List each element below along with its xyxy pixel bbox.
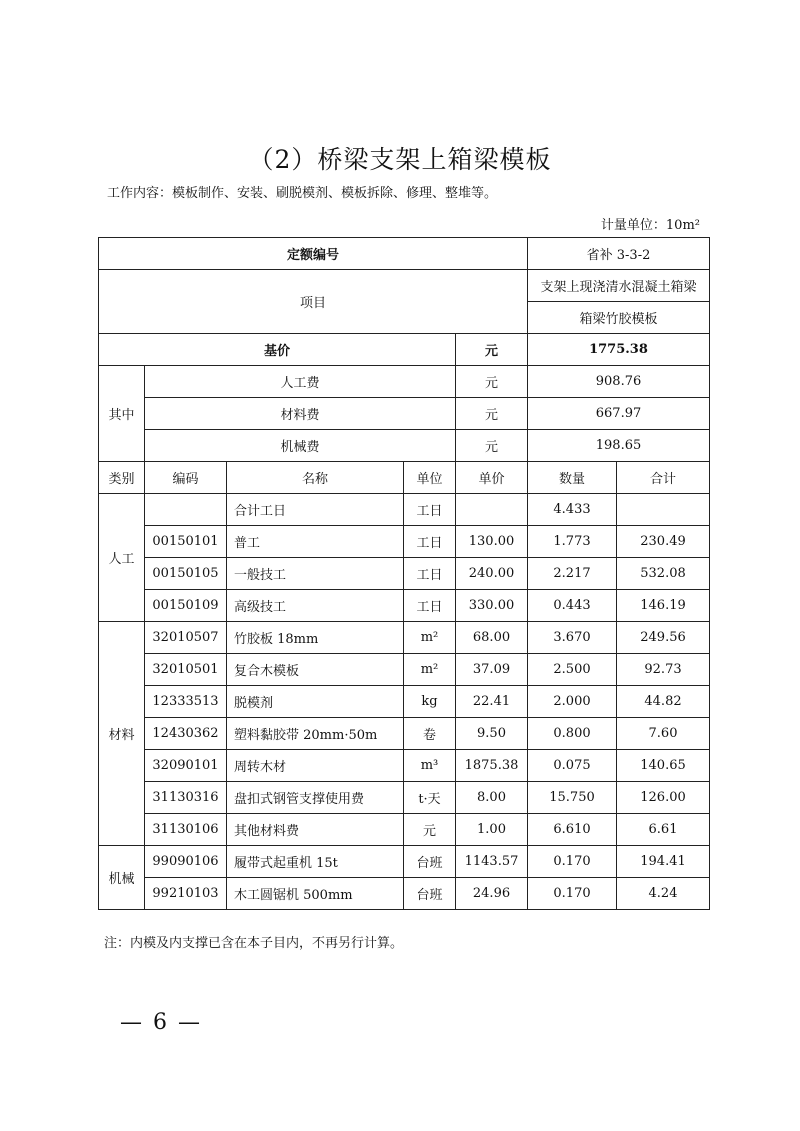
resource-unit-price: 130.00 bbox=[456, 526, 528, 558]
resource-unit-price: 24.96 bbox=[456, 878, 528, 910]
page-number: — 6 — bbox=[120, 1010, 202, 1035]
measurement-unit: 计量单位：10m² bbox=[600, 218, 700, 233]
column-header: 类别 bbox=[99, 462, 145, 494]
resource-code: 99210103 bbox=[145, 878, 227, 910]
resource-unit-price: 37.09 bbox=[456, 654, 528, 686]
resource-code: 00150101 bbox=[145, 526, 227, 558]
resource-name: 高级技工 bbox=[227, 590, 404, 622]
resource-total: 532.08 bbox=[617, 558, 710, 590]
resource-name: 其他材料费 bbox=[227, 814, 404, 846]
column-header: 合计 bbox=[617, 462, 710, 494]
column-header: 单位 bbox=[404, 462, 456, 494]
resource-unit: 工日 bbox=[404, 590, 456, 622]
resource-quantity: 2.000 bbox=[528, 686, 617, 718]
resource-unit-price bbox=[456, 494, 528, 526]
quota-code-label: 定额编号 bbox=[99, 238, 528, 270]
resource-row bbox=[99, 590, 710, 622]
resource-quantity: 0.170 bbox=[528, 878, 617, 910]
resource-unit-price: 240.00 bbox=[456, 558, 528, 590]
resource-total: 6.61 bbox=[617, 814, 710, 846]
resource-unit: 台班 bbox=[404, 878, 456, 910]
resource-unit: 工日 bbox=[404, 526, 456, 558]
category-label: 人工 bbox=[99, 494, 145, 622]
column-header-row bbox=[99, 462, 710, 494]
resource-code: 99090106 bbox=[145, 846, 227, 878]
resource-quantity: 6.610 bbox=[528, 814, 617, 846]
base-price-label: 基价 bbox=[99, 334, 456, 366]
resource-total: 140.65 bbox=[617, 750, 710, 782]
resource-code: 32090101 bbox=[145, 750, 227, 782]
resource-quantity: 15.750 bbox=[528, 782, 617, 814]
resource-code bbox=[145, 494, 227, 526]
quota-code-value: 省补 3-3-2 bbox=[528, 238, 710, 270]
resource-total: 230.49 bbox=[617, 526, 710, 558]
resource-row bbox=[99, 558, 710, 590]
resource-name: 履带式起重机 15t bbox=[227, 846, 404, 878]
resource-quantity: 4.433 bbox=[528, 494, 617, 526]
resource-total: 194.41 bbox=[617, 846, 710, 878]
resource-name: 周转木材 bbox=[227, 750, 404, 782]
resource-row bbox=[99, 654, 710, 686]
resource-unit-price: 68.00 bbox=[456, 622, 528, 654]
resource-total: 44.82 bbox=[617, 686, 710, 718]
cost-name: 机械费 bbox=[145, 430, 456, 462]
resource-quantity: 0.443 bbox=[528, 590, 617, 622]
resource-name: 一般技工 bbox=[227, 558, 404, 590]
cost-value: 908.76 bbox=[528, 366, 710, 398]
column-header: 单价 bbox=[456, 462, 528, 494]
resource-total: 249.56 bbox=[617, 622, 710, 654]
cost-unit: 元 bbox=[456, 366, 528, 398]
item-name-line1: 支架上现浇清水混凝土箱梁 bbox=[528, 270, 710, 302]
resource-row bbox=[99, 494, 710, 526]
item-label: 项目 bbox=[99, 270, 528, 334]
resource-row bbox=[99, 846, 710, 878]
resource-name: 竹胶板 18mm bbox=[227, 622, 404, 654]
resource-name: 脱模剂 bbox=[227, 686, 404, 718]
resource-unit: t·天 bbox=[404, 782, 456, 814]
resource-row bbox=[99, 718, 710, 750]
category-label: 机械 bbox=[99, 846, 145, 910]
resource-total bbox=[617, 494, 710, 526]
item-name-line2: 箱梁竹胶模板 bbox=[528, 302, 710, 334]
resource-unit: kg bbox=[404, 686, 456, 718]
resource-total: 92.73 bbox=[617, 654, 710, 686]
resource-row bbox=[99, 622, 710, 654]
cost-value: 667.97 bbox=[528, 398, 710, 430]
footnote: 注：内模及内支撑已含在本子目内，不再另行计算。 bbox=[104, 936, 404, 951]
resource-code: 12430362 bbox=[145, 718, 227, 750]
cost-unit: 元 bbox=[456, 398, 528, 430]
cost-value: 198.65 bbox=[528, 430, 710, 462]
resource-code: 31130316 bbox=[145, 782, 227, 814]
resource-name: 普工 bbox=[227, 526, 404, 558]
resource-row bbox=[99, 814, 710, 846]
resource-unit: m² bbox=[404, 622, 456, 654]
resource-unit: 卷 bbox=[404, 718, 456, 750]
column-header: 编码 bbox=[145, 462, 227, 494]
resource-total: 4.24 bbox=[617, 878, 710, 910]
cost-unit: 元 bbox=[456, 430, 528, 462]
resource-unit-price: 22.41 bbox=[456, 686, 528, 718]
resource-unit-price: 9.50 bbox=[456, 718, 528, 750]
resource-quantity: 3.670 bbox=[528, 622, 617, 654]
resource-name: 合计工日 bbox=[227, 494, 404, 526]
resource-total: 7.60 bbox=[617, 718, 710, 750]
resource-name: 盘扣式钢管支撑使用费 bbox=[227, 782, 404, 814]
resource-row bbox=[99, 686, 710, 718]
resource-unit: 工日 bbox=[404, 558, 456, 590]
resource-code: 31130106 bbox=[145, 814, 227, 846]
page-title: （2）桥梁支架上箱梁模板 bbox=[248, 145, 552, 174]
resource-unit-price: 1143.57 bbox=[456, 846, 528, 878]
resource-row bbox=[99, 750, 710, 782]
resource-unit-price: 8.00 bbox=[456, 782, 528, 814]
resource-quantity: 0.075 bbox=[528, 750, 617, 782]
base-price-value: 1775.38 bbox=[528, 334, 710, 366]
resource-row bbox=[99, 782, 710, 814]
resource-unit: m³ bbox=[404, 750, 456, 782]
resource-quantity: 2.500 bbox=[528, 654, 617, 686]
cost-name: 人工费 bbox=[145, 366, 456, 398]
resource-code: 32010507 bbox=[145, 622, 227, 654]
resource-unit-price: 1875.38 bbox=[456, 750, 528, 782]
resource-code: 32010501 bbox=[145, 654, 227, 686]
resource-unit: 元 bbox=[404, 814, 456, 846]
resource-unit-price: 1.00 bbox=[456, 814, 528, 846]
column-header: 数量 bbox=[528, 462, 617, 494]
resource-total: 146.19 bbox=[617, 590, 710, 622]
resource-quantity: 1.773 bbox=[528, 526, 617, 558]
resource-name: 塑料黏胶带 20mm·50m bbox=[227, 718, 404, 750]
resource-row bbox=[99, 878, 710, 910]
work-content: 工作内容：模板制作、安装、刷脱模剂、模板拆除、修理、整堆等。 bbox=[107, 186, 498, 201]
resource-unit: 台班 bbox=[404, 846, 456, 878]
resource-code: 00150109 bbox=[145, 590, 227, 622]
resource-quantity: 0.170 bbox=[528, 846, 617, 878]
resource-total: 126.00 bbox=[617, 782, 710, 814]
quota-table bbox=[98, 237, 710, 910]
resource-quantity: 0.800 bbox=[528, 718, 617, 750]
column-header: 名称 bbox=[227, 462, 404, 494]
resource-code: 00150105 bbox=[145, 558, 227, 590]
resource-unit-price: 330.00 bbox=[456, 590, 528, 622]
resource-quantity: 2.217 bbox=[528, 558, 617, 590]
category-label: 材料 bbox=[99, 622, 145, 846]
resource-unit: 工日 bbox=[404, 494, 456, 526]
resource-row bbox=[99, 526, 710, 558]
resource-code: 12333513 bbox=[145, 686, 227, 718]
resource-name: 木工圆锯机 500mm bbox=[227, 878, 404, 910]
resource-unit: m² bbox=[404, 654, 456, 686]
base-price-unit: 元 bbox=[456, 334, 528, 366]
resource-name: 复合木模板 bbox=[227, 654, 404, 686]
cost-name: 材料费 bbox=[145, 398, 456, 430]
of-which-label: 其中 bbox=[99, 366, 145, 462]
